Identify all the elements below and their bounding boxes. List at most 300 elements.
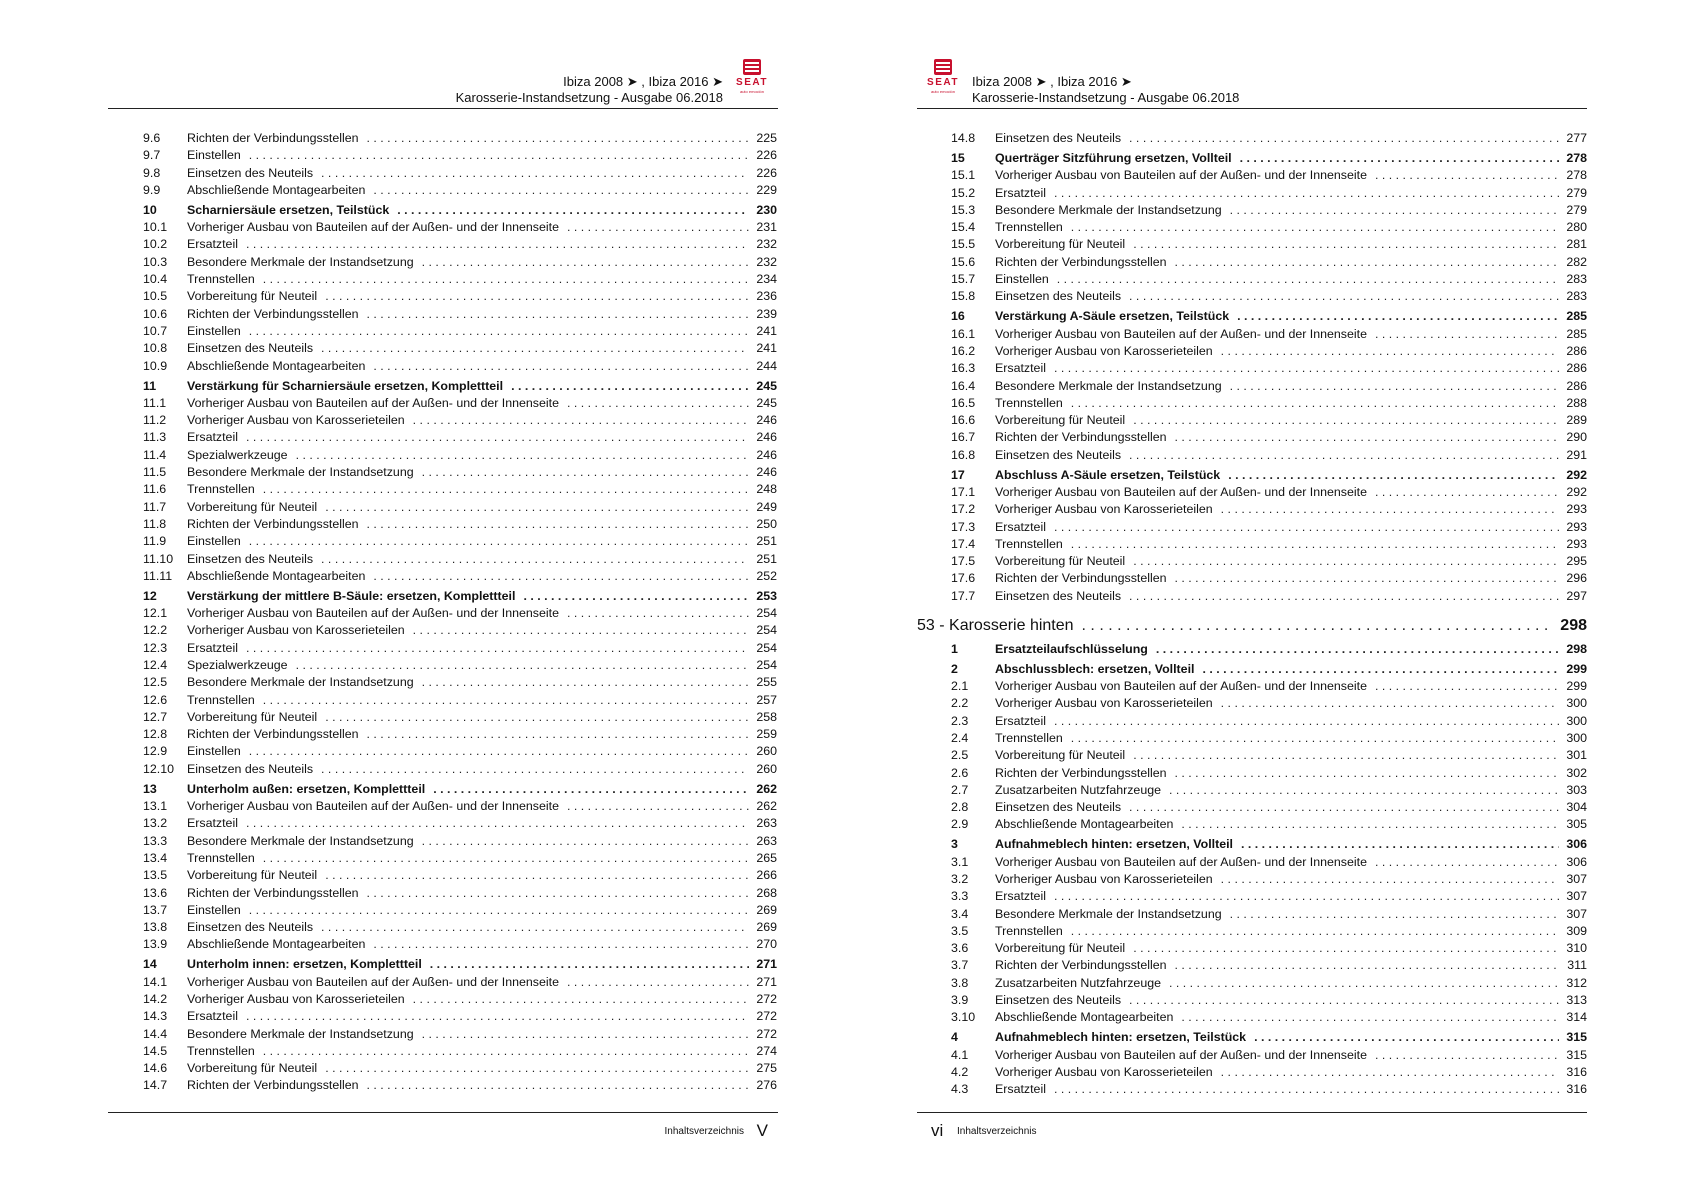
toc-entry-page: 286: [1566, 343, 1587, 358]
toc-entry-number: 12.8: [143, 727, 168, 742]
toc-entry: [143, 358, 777, 375]
toc-entry: [143, 692, 777, 709]
toc-entry-page: 253: [756, 588, 777, 603]
toc-entry-number: 14.1: [143, 974, 168, 989]
table-of-contents: [143, 130, 777, 1095]
toc-entry-page: 316: [1566, 1082, 1587, 1097]
toc-dot-leader: [1054, 1081, 1559, 1098]
toc-entry-title: Vorbereitung für Neuteil: [187, 868, 318, 883]
toc-entry-page: 244: [756, 358, 777, 373]
toc-entry-title: Einsetzen des Neuteils: [995, 289, 1122, 304]
toc-dot-leader: [1133, 747, 1559, 764]
toc-entry-number: 11.1: [143, 395, 167, 410]
toc-dot-leader: [1175, 957, 1559, 974]
toc-entry-page: 281: [1566, 237, 1587, 252]
toc-entry-number: 13.8: [143, 920, 168, 935]
toc-entry: [143, 726, 777, 743]
toc-section-heading: [143, 378, 777, 395]
toc-entry-number: 15.1: [951, 168, 976, 183]
toc-entry-page: 305: [1566, 817, 1587, 832]
toc-entry-number: 15.8: [951, 289, 976, 304]
toc-entry-page: 275: [756, 1061, 777, 1076]
toc-entry: [951, 1009, 1587, 1026]
toc-dot-leader: [367, 306, 749, 323]
toc-entry: [951, 519, 1587, 536]
toc-section-heading: [143, 781, 777, 798]
toc-dot-leader: [1221, 1064, 1559, 1081]
toc-entry-number: 2.9: [951, 817, 969, 832]
toc-entry: [143, 885, 777, 902]
toc-entry-page: 248: [756, 482, 777, 497]
toc-dot-leader: [246, 815, 749, 832]
header-model-line: Ibiza 2008 ➤ , Ibiza 2016 ➤: [972, 74, 1132, 89]
toc-dot-leader: [1054, 888, 1559, 905]
toc-entry-title: Abschließende Montagearbeiten: [187, 568, 366, 583]
toc-entry-title: Richten der Verbindungsstellen: [187, 131, 359, 145]
toc-dot-leader: [249, 323, 749, 340]
toc-dot-leader: [523, 588, 749, 605]
toc-dot-leader: [1082, 614, 1555, 638]
toc-entry: [951, 940, 1587, 957]
toc-entry-number: 10.2: [143, 237, 168, 252]
toc-entry-title: Abschließende Montagearbeiten: [187, 358, 366, 373]
toc-entry: [951, 219, 1587, 236]
toc-entry-title: Spezialwerkzeuge: [187, 657, 288, 672]
toc-dot-leader: [1375, 1047, 1559, 1064]
toc-dot-leader: [1241, 836, 1559, 853]
toc-entry-title: Vorbereitung für Neuteil: [995, 554, 1126, 569]
toc-entry: [951, 1064, 1587, 1081]
toc-entry-page: 283: [1566, 289, 1587, 304]
toc-dot-leader: [246, 1008, 749, 1025]
toc-entry-number: 9.6: [143, 131, 161, 145]
toc-entry-title: Vorheriger Ausbau von Karosserieteilen: [995, 502, 1213, 517]
toc-entry-number: 15.6: [951, 254, 976, 269]
table-of-contents: [917, 130, 1587, 1099]
toc-entry-page: 283: [1566, 272, 1587, 287]
toc-entry-title: Vorbereitung für Neuteil: [187, 1061, 318, 1076]
toc-entry-page: 262: [756, 781, 777, 796]
toc-entry: [143, 236, 777, 253]
toc-entry-title: Vorheriger Ausbau von Bauteilen auf der Außen- und der Innenseite: [995, 854, 1367, 869]
toc-entry-page: 225: [756, 131, 777, 145]
toc-dot-leader: [1129, 447, 1559, 464]
toc-entry-page: 260: [756, 744, 777, 759]
toc-entry-page: 269: [756, 902, 777, 917]
toc-dot-leader: [321, 761, 749, 778]
toc-entry-page: 276: [756, 1078, 777, 1093]
toc-entry-page: 285: [1566, 326, 1587, 341]
toc-entry-title: Einsetzen des Neuteils: [187, 920, 314, 935]
toc-entry: [951, 288, 1587, 305]
toc-entry-number: 10.3: [143, 254, 168, 269]
toc-entry-title: Ersatzteil: [187, 430, 238, 445]
toc-entry: [951, 271, 1587, 288]
toc-entry-page: 246: [756, 465, 777, 480]
toc-entry-page: 312: [1566, 975, 1587, 990]
toc-entry: [951, 536, 1587, 553]
toc-entry-number: 11.6: [143, 482, 167, 497]
toc-entry: [143, 1077, 777, 1094]
toc-entry: [143, 254, 777, 271]
toc-entry-title: Ersatzteil: [995, 1082, 1046, 1097]
toc-entry-title: Einstellen: [995, 272, 1049, 287]
toc-entry-number: 15.3: [951, 202, 976, 217]
toc-entry: [951, 570, 1587, 587]
toc-entry-title: Scharniersäule ersetzen, Teilstück: [187, 202, 390, 217]
toc-section-heading: [143, 956, 777, 973]
toc-entry-page: 310: [1566, 941, 1587, 956]
toc-entry-title: Einsetzen des Neuteils: [187, 341, 314, 356]
toc-entry-page: 290: [1566, 430, 1587, 445]
toc-entry-number: 9.7: [143, 148, 161, 163]
logo-wordmark: SEAT: [927, 77, 959, 88]
toc-entry: [951, 1081, 1587, 1098]
toc-entry: [143, 219, 777, 236]
toc-dot-leader: [246, 429, 749, 446]
toc-entry-number: 13.5: [143, 868, 168, 883]
toc-entry-number: 12.3: [143, 640, 168, 655]
toc-entry-number: 16.8: [951, 447, 976, 462]
toc-entry-number: 16.6: [951, 413, 976, 428]
toc-entry: [143, 936, 777, 953]
toc-entry-page: 313: [1566, 993, 1587, 1008]
toc-entry-number: 15.5: [951, 237, 976, 252]
toc-dot-leader: [413, 622, 749, 639]
toc-entry-number: 17.6: [951, 571, 976, 586]
toc-dot-leader: [1181, 816, 1559, 833]
toc-entry-page: 246: [756, 430, 777, 445]
toc-entry-number: 3.4: [951, 906, 969, 921]
toc-entry-number: 14.6: [143, 1061, 168, 1076]
toc-entry: [143, 481, 777, 498]
toc-entry: [143, 130, 777, 147]
toc-entry-page: 293: [1566, 536, 1587, 551]
toc-entry-page: 293: [1566, 519, 1587, 534]
toc-entry-number: 17.3: [951, 519, 976, 534]
toc-entry-page: 302: [1566, 765, 1587, 780]
toc-entry-page: 291: [1566, 447, 1587, 462]
toc-entry: [143, 974, 777, 991]
toc-entry-page: 286: [1566, 361, 1587, 376]
toc-dot-leader: [567, 395, 749, 412]
toc-dot-leader: [1221, 695, 1559, 712]
toc-dot-leader: [1202, 661, 1559, 678]
toc-entry-title: Vorheriger Ausbau von Karosserieteilen: [995, 1064, 1213, 1079]
toc-entry: [951, 678, 1587, 695]
toc-entry-page: 298: [1560, 617, 1587, 635]
toc-entry: [143, 1026, 777, 1043]
toc-entry-page: 258: [756, 709, 777, 724]
toc-dot-leader: [1156, 641, 1559, 658]
toc-entry-number: 12.10: [143, 761, 175, 776]
toc-dot-leader: [1071, 536, 1559, 553]
toc-dot-leader: [1071, 219, 1559, 236]
toc-entry-number: 2: [951, 661, 958, 676]
toc-entry: [143, 288, 777, 305]
toc-entry-title: Trennstellen: [995, 730, 1063, 745]
toc-entry: [951, 360, 1587, 377]
toc-entry-title: Zusatzarbeiten Nutzfahrzeuge: [995, 975, 1161, 990]
toc-dot-leader: [249, 147, 749, 164]
toc-entry-title: Einsetzen des Neuteils: [995, 800, 1122, 815]
toc-entry-page: 272: [756, 991, 777, 1006]
toc-entry-page: 316: [1566, 1064, 1587, 1079]
seat-logo-icon: [933, 58, 953, 76]
toc-entry: [951, 326, 1587, 343]
toc-entry: [951, 799, 1587, 816]
toc-dot-leader: [1230, 202, 1559, 219]
toc-dot-leader: [1375, 854, 1559, 871]
toc-entry-page: 282: [1566, 254, 1587, 269]
toc-entry: [143, 464, 777, 481]
toc-entry-number: 13: [143, 781, 157, 796]
toc-entry-title: Vorheriger Ausbau von Bauteilen auf der Außen- und der Innenseite: [995, 1047, 1367, 1062]
toc-entry-number: 12.9: [143, 744, 168, 759]
toc-entry-number: 13.1: [143, 799, 168, 814]
toc-entry-number: 3: [951, 837, 958, 852]
toc-entry-number: 2.1: [951, 679, 969, 694]
toc-entry-number: 4.3: [951, 1082, 969, 1097]
toc-entry-title: Trennstellen: [187, 1043, 255, 1058]
toc-entry-number: 15: [951, 150, 965, 165]
toc-dot-leader: [373, 936, 749, 953]
header-model-line: Ibiza 2008 ➤ , Ibiza 2016 ➤: [563, 74, 723, 89]
toc-entry-title: Vorbereitung für Neuteil: [995, 237, 1126, 252]
toc-entry-title: Vorheriger Ausbau von Bauteilen auf der Außen- und der Innenseite: [187, 799, 559, 814]
toc-entry: [951, 185, 1587, 202]
toc-entry-title: Trennstellen: [995, 220, 1063, 235]
toc-entry-page: 230: [756, 202, 777, 217]
toc-entry-number: 17.4: [951, 536, 976, 551]
toc-entry-title: Trennstellen: [995, 395, 1063, 410]
toc-entry-number: 4.1: [951, 1047, 969, 1062]
toc-entry-page: 278: [1566, 150, 1587, 165]
toc-entry-number: 15.7: [951, 272, 976, 287]
toc-entry: [951, 871, 1587, 888]
toc-entry-page: 270: [756, 937, 777, 952]
toc-entry-number: 2.6: [951, 765, 969, 780]
header-text: [456, 74, 723, 106]
toc-entry: [951, 975, 1587, 992]
toc-entry-title: Einsetzen des Neuteils: [187, 551, 314, 566]
toc-entry-title: Abschlussblech: ersetzen, Vollteil: [995, 661, 1195, 676]
toc-entry: [143, 919, 777, 936]
toc-entry-page: 300: [1566, 730, 1587, 745]
toc-entry-number: 3.3: [951, 889, 969, 904]
toc-dot-leader: [367, 726, 749, 743]
toc-entry-title: Verstärkung für Scharniersäule ersetzen, Komplettteil: [187, 378, 504, 393]
toc-entry-number: 4: [951, 1030, 958, 1045]
toc-entry-title: Besondere Merkmale der Instandsetzung: [187, 675, 414, 690]
toc-dot-leader: [1221, 343, 1559, 360]
toc-entry: [143, 340, 777, 357]
toc-entry-number: 13.4: [143, 850, 168, 865]
toc-entry-page: 245: [756, 395, 777, 410]
toc-dot-leader: [249, 533, 749, 550]
toc-entry-title: Vorheriger Ausbau von Karosserieteilen: [995, 872, 1213, 886]
toc-entry-page: 303: [1566, 782, 1587, 797]
toc-entry-title: Richten der Verbindungsstellen: [187, 885, 359, 900]
toc-entry: [951, 378, 1587, 395]
toc-entry-page: 299: [1566, 661, 1587, 676]
toc-entry-page: 254: [756, 640, 777, 655]
right-page: [842, 0, 1684, 1190]
toc-entry-title: Aufnahmeblech hinten: ersetzen, Teilstück: [995, 1030, 1247, 1045]
toc-entry-number: 13.7: [143, 902, 168, 917]
toc-dot-leader: [325, 288, 749, 305]
toc-section-heading: [951, 467, 1587, 484]
toc-entry: [143, 182, 777, 199]
toc-dot-leader: [1071, 923, 1559, 940]
toc-entry-number: 13.2: [143, 816, 168, 831]
toc-entry: [143, 568, 777, 585]
toc-entry: [143, 833, 777, 850]
toc-dot-leader: [1221, 871, 1559, 888]
toc-entry-title: Richten der Verbindungsstellen: [995, 254, 1167, 269]
toc-entry: [951, 588, 1587, 605]
toc-entry: [951, 447, 1587, 464]
toc-entry-title: Richten der Verbindungsstellen: [187, 516, 359, 531]
toc-entry: [143, 499, 777, 516]
toc-entry-title: Besondere Merkmale der Instandsetzung: [187, 833, 414, 848]
toc-entry-page: 274: [756, 1043, 777, 1058]
toc-entry-page: 246: [756, 413, 777, 428]
toc-entry-page: 254: [756, 623, 777, 638]
toc-entry: [951, 167, 1587, 184]
toc-entry: [143, 271, 777, 288]
toc-dot-leader: [1240, 150, 1559, 167]
toc-dot-leader: [1071, 395, 1559, 412]
toc-dot-leader: [249, 743, 749, 760]
toc-entry-page: 315: [1566, 1047, 1587, 1062]
toc-entry-number: 14.5: [143, 1043, 168, 1058]
toc-entry: [951, 906, 1587, 923]
toc-entry-page: 259: [756, 727, 777, 742]
toc-entry-number: 12.4: [143, 657, 168, 672]
toc-entry-page: 271: [756, 957, 777, 972]
toc-entry-page: 263: [756, 833, 777, 848]
toc-dot-leader: [1230, 906, 1559, 923]
toc-dot-leader: [263, 1043, 749, 1060]
toc-entry-title: Ersatzteil: [995, 185, 1046, 200]
toc-dot-leader: [1129, 288, 1559, 305]
toc-entry-title: Besondere Merkmale der Instandsetzung: [187, 254, 414, 269]
toc-entry-title: Richten der Verbindungsstellen: [995, 958, 1167, 973]
toc-entry-title: Vorheriger Ausbau von Karosserieteilen: [187, 623, 405, 638]
toc-dot-leader: [321, 919, 749, 936]
toc-entry-page: 292: [1566, 485, 1587, 499]
toc-dot-leader: [422, 464, 749, 481]
toc-dot-leader: [413, 412, 749, 429]
toc-section-heading: [143, 202, 777, 219]
toc-entry-page: 309: [1566, 923, 1587, 938]
toc-entry: [143, 850, 777, 867]
toc-entry-number: 10.9: [143, 358, 168, 373]
toc-entry-title: Richten der Verbindungsstellen: [995, 430, 1167, 445]
toc-entry-number: 3.8: [951, 975, 969, 990]
toc-entry-title: Richten der Verbindungsstellen: [187, 727, 359, 742]
toc-entry-number: 16.4: [951, 378, 976, 393]
toc-entry-number: 12: [143, 588, 157, 603]
toc-entry: [143, 798, 777, 815]
toc-entry: [143, 147, 777, 164]
toc-entry-number: 14.4: [143, 1026, 168, 1041]
toc-entry-number: 10.4: [143, 272, 168, 287]
toc-dot-leader: [433, 781, 749, 798]
toc-dot-leader: [263, 481, 749, 498]
toc-entry-title: Einstellen: [187, 323, 241, 338]
toc-entry: [143, 447, 777, 464]
toc-entry-page: 301: [1566, 748, 1587, 763]
toc-entry-title: Einstellen: [187, 744, 241, 759]
toc-entry-number: 16.7: [951, 430, 976, 445]
footer-label: Inhaltsverzeichnis: [957, 1126, 1037, 1137]
toc-entry-number: 11.5: [143, 465, 167, 480]
toc-entry-title: Vorheriger Ausbau von Karosserieteilen: [187, 991, 405, 1006]
toc-entry: [951, 429, 1587, 446]
toc-dot-leader: [567, 219, 749, 236]
toc-dot-leader: [1181, 1009, 1559, 1026]
toc-entry: [951, 816, 1587, 833]
toc-dot-leader: [325, 1060, 749, 1077]
toc-entry-page: 234: [756, 272, 777, 287]
toc-entry: [143, 709, 777, 726]
toc-entry-number: 14.8: [951, 131, 976, 145]
toc-dot-leader: [321, 340, 749, 357]
toc-entry: [951, 888, 1587, 905]
toc-dot-leader: [1237, 308, 1559, 325]
toc-entry-title: Vorheriger Ausbau von Bauteilen auf der Außen- und der Innenseite: [187, 606, 559, 621]
toc-entry-title: Vorheriger Ausbau von Bauteilen auf der Außen- und der Innenseite: [187, 395, 559, 410]
toc-dot-leader: [1054, 519, 1559, 536]
toc-entry: [951, 923, 1587, 940]
toc-entry-title: Vorheriger Ausbau von Karosserieteilen: [995, 696, 1213, 711]
toc-entry: [143, 622, 777, 639]
toc-entry-title: Richten der Verbindungsstellen: [995, 765, 1167, 780]
toc-entry-title: Einsetzen des Neuteils: [187, 761, 314, 776]
toc-entry-page: 236: [756, 289, 777, 304]
header-title-line: Karosserie-Instandsetzung - Ausgabe 06.2018: [972, 90, 1240, 105]
toc-entry-page: 279: [1566, 185, 1587, 200]
toc-entry-number: 11.3: [143, 430, 167, 445]
toc-entry-title: Vorheriger Ausbau von Bauteilen auf der Außen- und der Innenseite: [187, 974, 559, 989]
toc-entry-title: Einsetzen des Neuteils: [995, 131, 1122, 145]
toc-entry: [143, 1043, 777, 1060]
toc-dot-leader: [1133, 553, 1559, 570]
toc-entry-page: 226: [756, 148, 777, 163]
toc-entry-page: 257: [756, 692, 777, 707]
toc-entry: [951, 484, 1587, 501]
toc-section-heading: [951, 150, 1587, 167]
toc-entry: [143, 323, 777, 340]
toc-section-heading: [951, 836, 1587, 853]
toc-entry-page: 295: [1566, 554, 1587, 569]
toc-dot-leader: [321, 165, 749, 182]
toc-dot-leader: [413, 991, 749, 1008]
toc-entry-page: 265: [756, 850, 777, 865]
toc-entry-number: 14.3: [143, 1009, 168, 1024]
toc-entry: [143, 395, 777, 412]
toc-entry-page: 315: [1566, 1030, 1587, 1045]
toc-dot-leader: [567, 605, 749, 622]
toc-dot-leader: [397, 202, 749, 219]
toc-entry: [951, 1047, 1587, 1064]
toc-dot-leader: [1133, 236, 1559, 253]
toc-entry-number: 16: [951, 309, 965, 324]
toc-dot-leader: [1175, 570, 1559, 587]
toc-dot-leader: [321, 551, 749, 568]
